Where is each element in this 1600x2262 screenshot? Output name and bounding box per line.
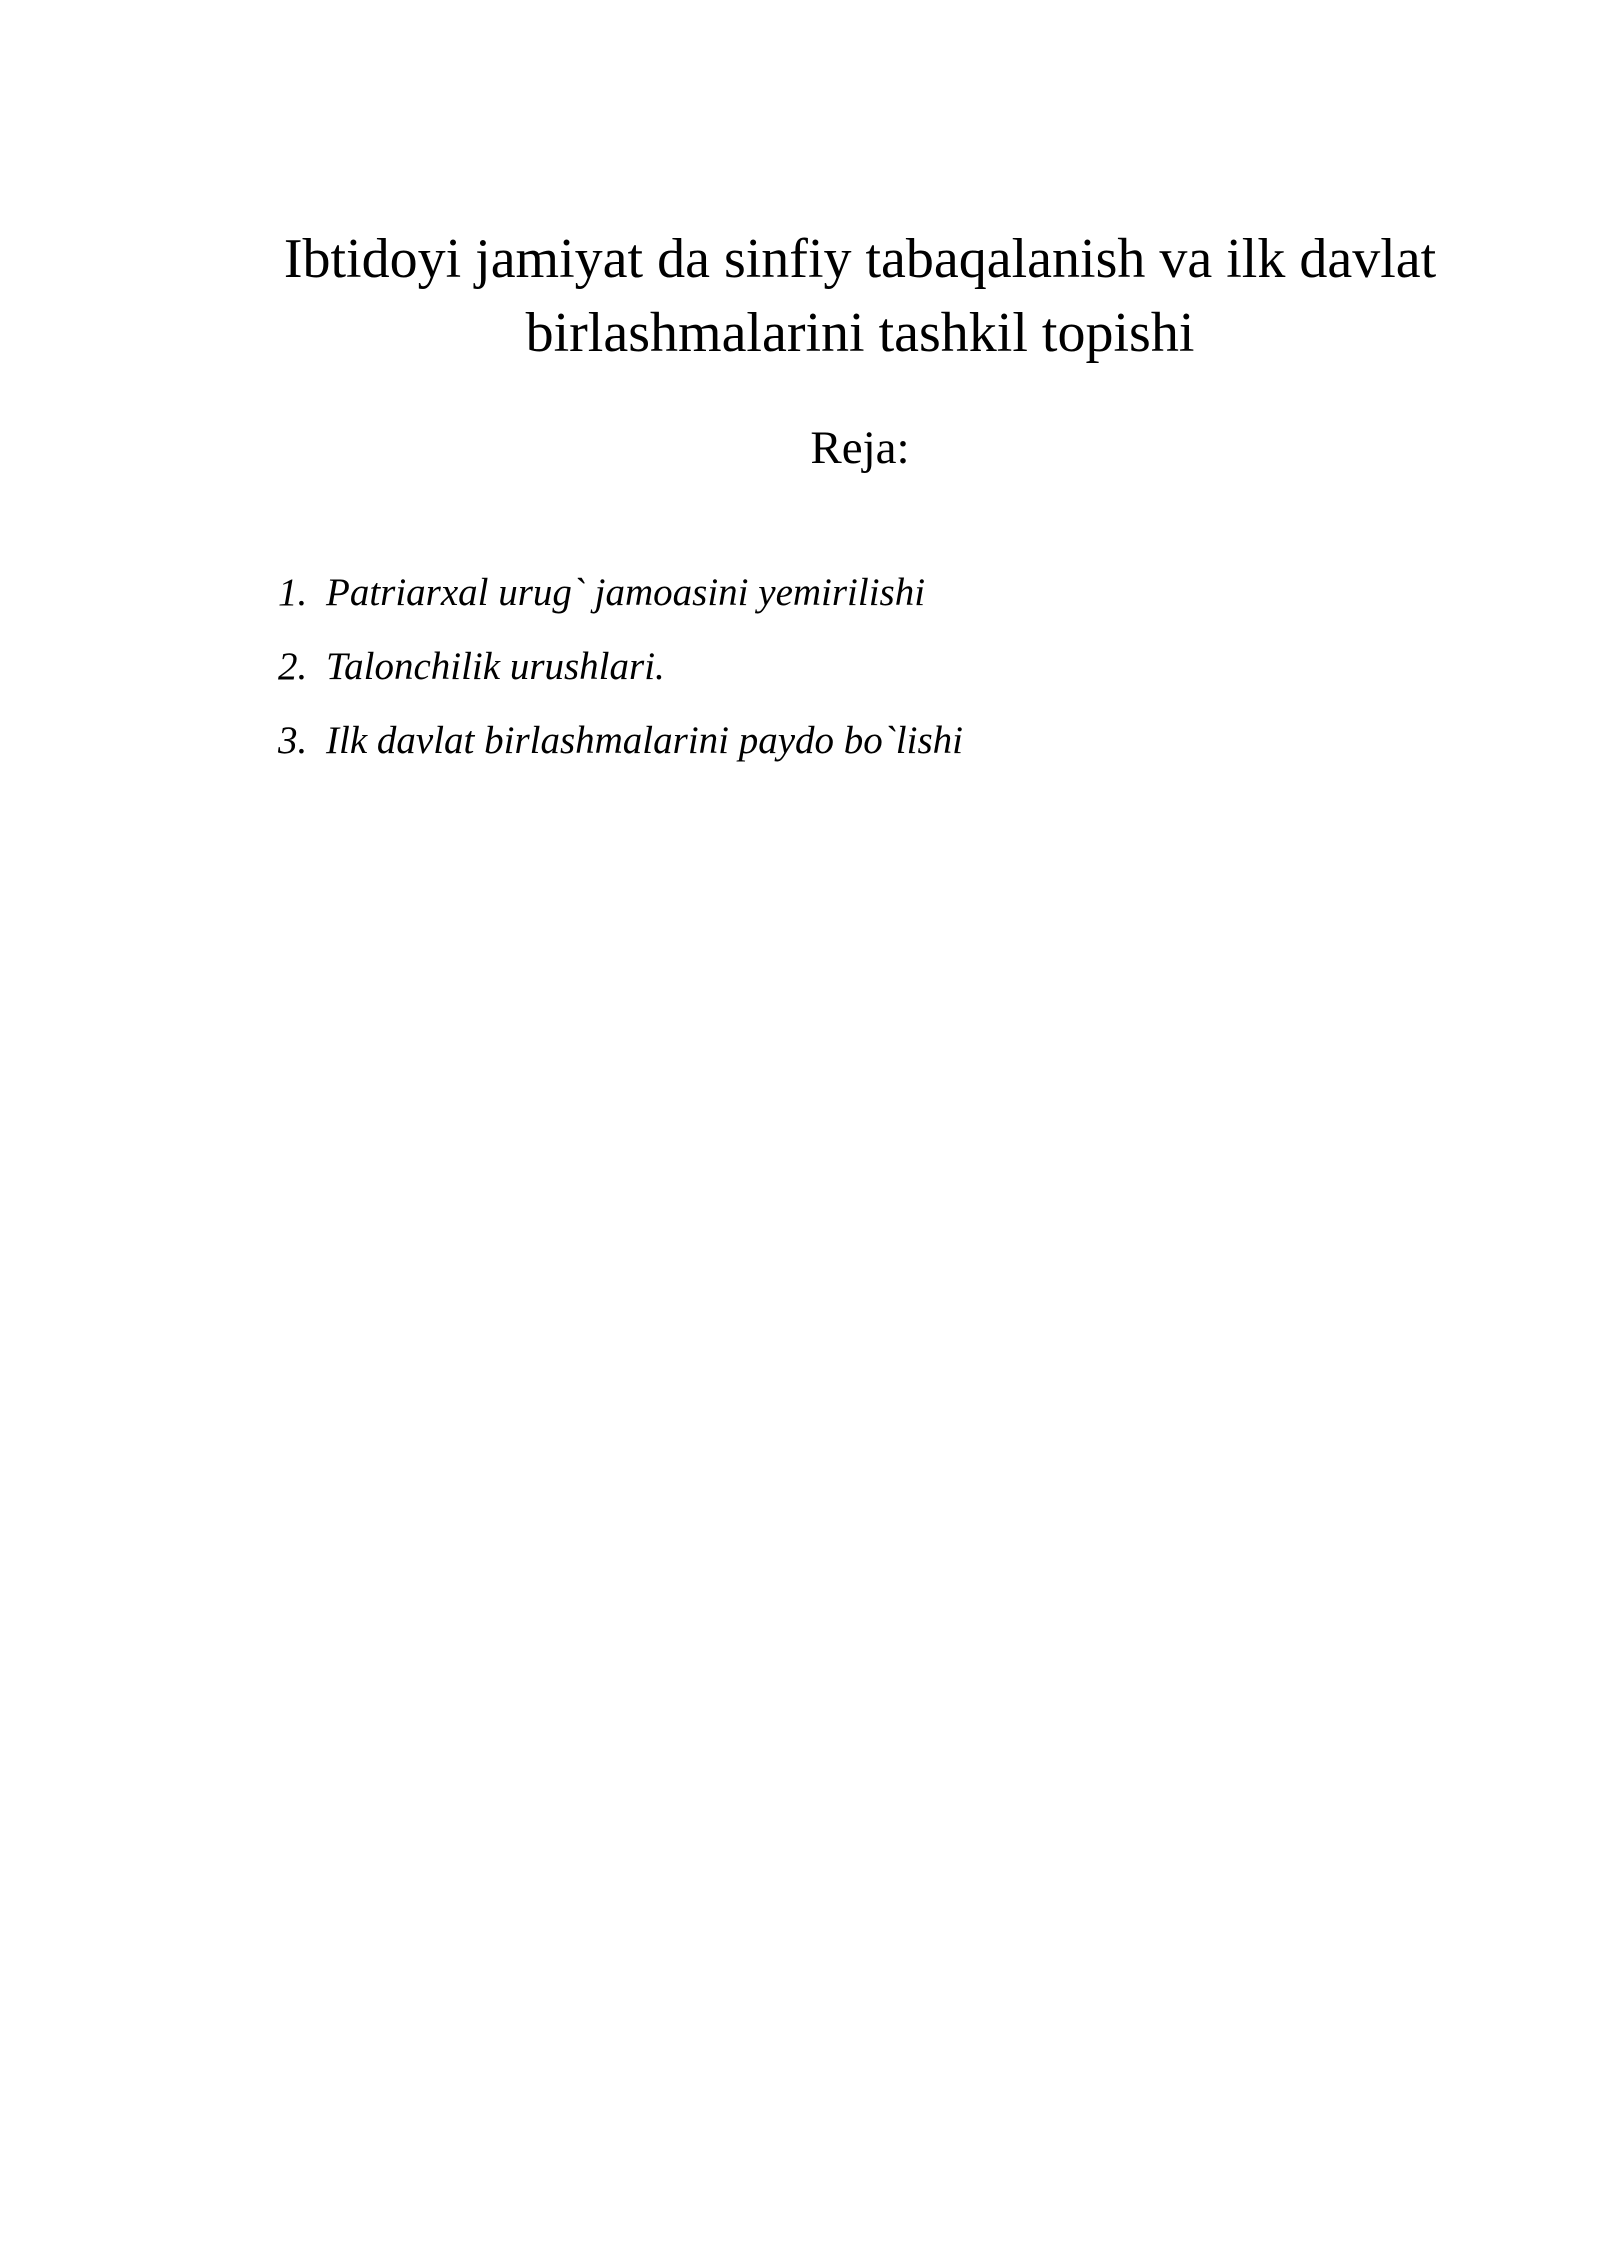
plan-list [278, 568, 1378, 790]
title-line-2: birlashmalarini tashkil topishi [525, 302, 1195, 364]
plan-item-3 [278, 716, 1378, 766]
title-line-1: Ibtidoyi jamiyat da sinfiy tabaqalanish va ilk davlat [283, 228, 1437, 290]
plan-heading: Reja: [810, 422, 910, 474]
plan-item-text: Ilk davlat birlashmalarini paydo bo`lishi [326, 719, 963, 762]
plan-item-1 [278, 568, 1378, 618]
plan-item-text: Patriarxal urug` jamoasini yemirilishi [326, 571, 926, 614]
plan-item-number: 1. [278, 571, 308, 614]
plan-item-text: Talonchilik urushlari. [326, 645, 665, 688]
plan-item-2 [278, 642, 1378, 692]
plan-item-number: 2. [278, 645, 308, 688]
document-title [180, 222, 1540, 370]
plan-item-number: 3. [278, 719, 308, 762]
